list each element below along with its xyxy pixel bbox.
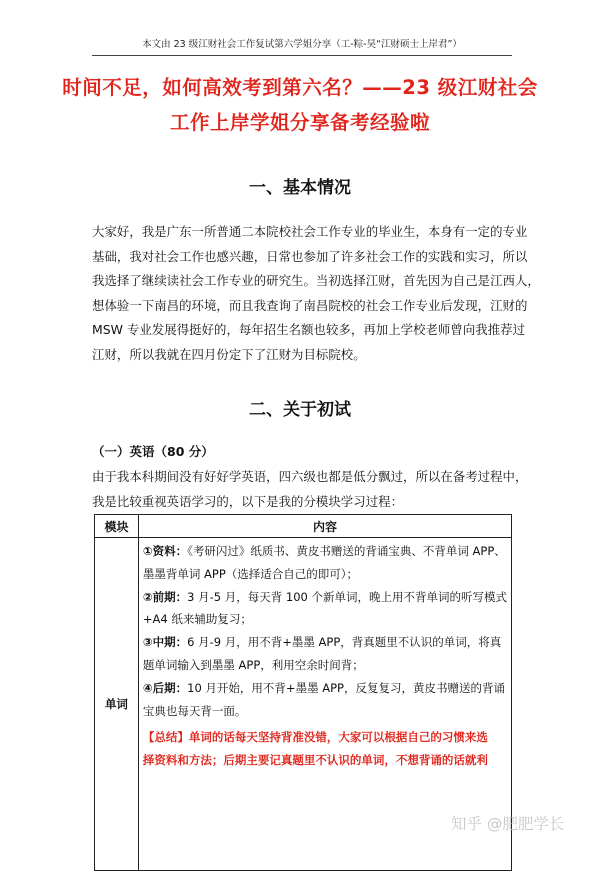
item-line: ③中期：6 月-9 月，用不背+墨墨 APP，背真题里不认识的单词，将真 (142, 635, 502, 650)
section-2-paragraph (92, 465, 528, 514)
document-title (60, 70, 540, 140)
module-cell: 单词 (95, 538, 139, 871)
page-header: 本文由 23 级江财社会工作复试第六学姐分享（工-粽-昊“江财硕士上岸君”） (142, 39, 462, 50)
header-module: 模块 (95, 515, 139, 538)
section-1-paragraph (92, 220, 540, 367)
header-divider (92, 55, 512, 56)
paragraph-line: 江财，所以我就在四月份定下了江财为目标院校。 (92, 346, 366, 362)
item-line: ④后期：10 月开始，用不背+墨墨 APP，反复复习，黄皮书赠送的背诵 (142, 680, 505, 695)
item-line: 宝典也每天背一面。 (142, 703, 247, 718)
summary-line: 【总结】单词的话每天坚持背准没错，大家可以根据自己的习惯来选 (142, 730, 488, 745)
paragraph-line: MSW 专业发展得挺好的，每年招生名额也较多，再加上学校老师曾向我推荐过 (92, 322, 526, 337)
study-plan-table (94, 514, 512, 871)
english-subheading: （一）英语（80 分） (92, 444, 214, 459)
paragraph-line: 我是比较重视英语学习的，以下是我的分模块学习过程： (92, 493, 404, 509)
item-line: 墨墨背单词 APP（选择适合自己的即可）； (142, 566, 359, 581)
table-header-row (95, 515, 512, 538)
title-line-2: 工作上岸学姐分享备考经验啦 (169, 111, 430, 134)
paragraph-line: 想体验一下南昌的环境，而且我查询了南昌院校的社会工作专业后发现，江财的 (92, 297, 528, 313)
section-2-heading: 二、关于初试 (249, 400, 351, 420)
header-content: 内容 (138, 515, 511, 538)
table-row (95, 538, 512, 871)
summary-line: 择资料和方法；后期主要记真题里不认识的单词，不想背诵的话就利 (142, 753, 488, 768)
section-1-heading: 一、基本情况 (249, 178, 351, 198)
paragraph-line: 我选择了继续读社会工作专业的研究生。当初选择江财，首先因为自己是江西人， (92, 273, 540, 288)
item-line: +A4 纸来辅助复习； (142, 612, 252, 627)
item-line: 题单词输入到墨墨 APP，利用空余时间背； (142, 657, 364, 672)
title-line-1: 时间不足，如何高效考到第六名？——23 级江财社会 (62, 76, 538, 99)
paragraph-line: 基础，我对社会工作也感兴趣，日常也参加了许多社会工作的实践和实习，所以 (92, 248, 528, 264)
paragraph-line: 由于我本科期间没有好好学英语，四六级也都是低分飘过，所以在备考过程中， (92, 469, 528, 484)
item-line: ②前期：3 月-5 月，每天背 100 个新单词，晚上用不背单词的听写模式 (142, 589, 507, 604)
item-line: ①资料：《考研闪过》纸质书、黄皮书赠送的背诵宝典、不背单词 APP、 (142, 544, 506, 558)
zhihu-watermark: 知乎 @肥肥学长 (451, 815, 565, 833)
paragraph-line: 大家好，我是广东一所普通二本院校社会工作专业的毕业生，本身有一定的专业 (92, 224, 528, 239)
